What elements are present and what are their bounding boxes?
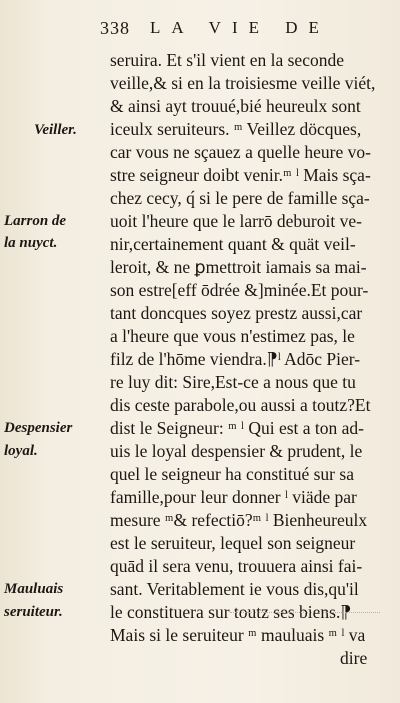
margin-note-larron-1: Larron de [4,213,67,229]
text-line: a l'heure que vous n'estimez pas, le [110,326,355,346]
text-line: quel le seigneur ha constitué sur sa [110,464,354,484]
text-line: seruira. Et s'il vient en la seconde [110,50,344,70]
text-line: & ainsi ayt trouué,bié heureulx sont [110,96,361,116]
text-line: leroit, & ne ꝑmettroit iamais sa mai- [110,257,367,277]
text-line: uis le loyal despensier & prudent, le [110,441,363,461]
text-line: car vous ne sçauez a quelle heure vo- [110,142,371,162]
text-line: stre seigneur doibt venir.ᵐ ˡ Mais sça- [110,165,371,185]
text-line: le constituera sur toutz ses biens.⁋ [110,602,352,622]
margin-note-despensier-1: Despensier [4,420,73,436]
text-line: quād il sera venu, trouuera ainsi fai- [110,556,363,576]
page-number: 338 [100,18,130,38]
show-through-mark [230,612,380,615]
text-line: son estre[eff ōdrée &]minée.Et pour- [110,280,369,300]
text-line: re luy dit: Sire,Est-ce a nous que tu [110,372,356,392]
text-line: veille,& si en la troisiesme veille viét, [110,73,376,93]
text-line: nir,certainement quant & quät veil- [110,234,356,254]
margin-note-larron-2: la nuyct. [4,235,58,251]
catchword: dire [340,648,368,668]
text-line: chez cecy, q́ si le pere de famille sça- [110,188,370,208]
text-line: Mais si le seruiteur ᵐ mauluais ᵐ ˡ va [110,625,366,645]
text-line: tant doncques soyez prestz aussi,car [110,303,363,323]
margin-note-veiller: Veiller. [34,122,77,138]
text-line: dist le Seigneur: ᵐ ˡ Qui est a ton ad- [110,418,364,438]
text-line: sant. Veritablement ie vous dis,qu'il [110,579,359,599]
margin-note-mauluais-1: Mauluais [4,581,64,597]
text-line: filz de l'hōme viendra.⁋ˡ Adōc Pier- [110,349,361,369]
text-line: est le seruiteur, lequel son seigneur [110,533,356,553]
text-line: uoit l'heure que le larrō deburoit ve- [110,211,362,231]
margin-note-mauluais-2: seruiteur. [4,604,63,620]
text-line: dis ceste parabole,ou aussi a toutz?Et [110,395,371,415]
running-header [98,16,388,42]
text-line: iceulx seruiteurs. ᵐ Veillez döcques, [110,119,362,139]
text-line: famille,pour leur donner ˡ viäde par [110,487,357,507]
running-title: LA VIE DE [150,18,330,37]
text-line: mesure ᵐ& refectiō?ᵐ ˡ Bienheureulx [110,510,368,530]
margin-note-despensier-2: loyal. [4,443,38,459]
